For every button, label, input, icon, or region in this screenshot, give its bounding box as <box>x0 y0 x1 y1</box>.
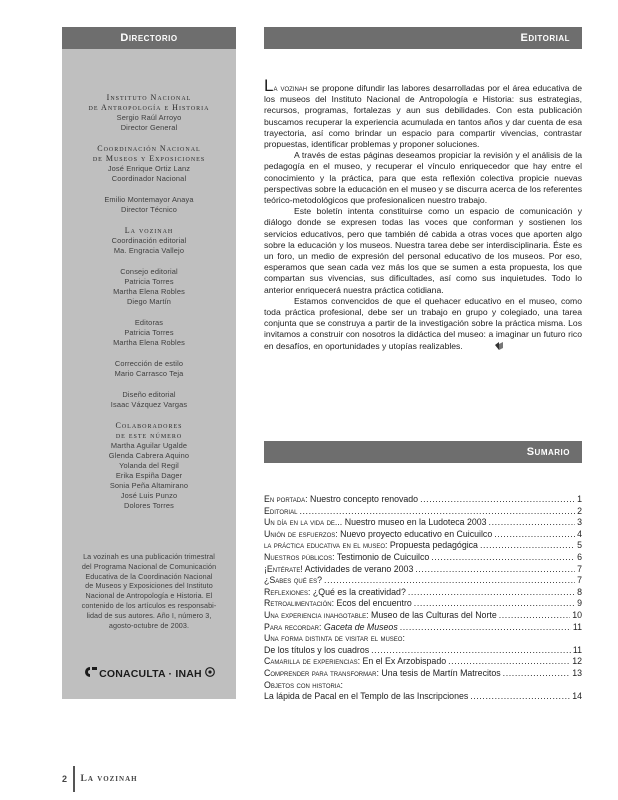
toc-leader-dots <box>324 575 575 587</box>
toc-page-number: 6 <box>577 551 582 562</box>
end-of-article-icon <box>465 342 473 350</box>
toc-page-number: 3 <box>577 517 582 528</box>
directory-group <box>70 359 228 379</box>
directory-column <box>62 27 236 699</box>
directory-group <box>70 267 228 307</box>
toc-section-heading: Una forma distinta de visitar el museo: <box>264 633 405 644</box>
toc-page-number: 11 <box>572 644 582 655</box>
directory-line: Mario Carrasco Teja <box>114 369 184 378</box>
editorial-paragraph: La vozinah se propone difundir las labores desarrolladas por el área educativa de los museos del Instituto Nacional de Antropología e Historia: sus estrategias, recursos, programas, fortalezas y aun sus debilidades. Con esta publicación buscamos recuperar la experiencia acumulada en tantos años y dar cuenta de esa trayectoria, así como brindar un espacio para compartir vivencias, contrastar propuestas, identificar problemas y proponer soluciones. <box>264 76 582 150</box>
toc-entry-label <box>264 691 468 703</box>
toc-title: La lápida de Pacal en el Templo de las Inscripciones <box>264 691 469 702</box>
toc-entry <box>264 656 582 668</box>
toc-leader-dots <box>499 610 570 622</box>
directory-group <box>70 318 228 348</box>
directory-line: José Enrique Ortiz Lanz <box>107 164 191 173</box>
toc-entry-label <box>264 506 297 518</box>
directory-group <box>70 226 228 256</box>
toc-entry-label <box>264 656 446 668</box>
publication-note-line: Nacional de Antropología e Historia. El <box>85 591 213 601</box>
toc-entry-label <box>264 529 492 541</box>
toc-entry-label <box>264 575 322 587</box>
toc-entry <box>264 610 582 622</box>
directory-line: Emilio Montemayor Anaya <box>104 195 194 204</box>
directory-line: Martha Elena Robles <box>113 338 185 347</box>
toc-section: Reflexiones: <box>264 586 311 597</box>
editorial-paragraph: Estamos convencidos de que el quehacer educativo en el museo, como toda práctica profesional, debe ser un trabajo en grupo y colegiado, una tarea conjunta que se construya a partir de la investigación sobre la práctica misma. Los invitamos a construir con nosotros la didáctica del museo: a imaginar un futuro rico en desafíos, en oportunidades y utopías realizables. <box>264 295 582 351</box>
directory-group <box>70 390 228 410</box>
footer-magazine-name: La vozinah <box>80 774 138 784</box>
toc-section: ¿Sabes qué es? <box>264 575 323 586</box>
logo-text: CONACULTA · INAH <box>99 668 202 680</box>
directory-line: Martha Elena Robles <box>113 287 185 296</box>
toc-entry <box>264 622 582 634</box>
toc-entry-label <box>264 540 478 552</box>
directory-line: Dolores Torres <box>123 501 175 510</box>
toc-entry-label <box>264 645 369 657</box>
directory-group <box>70 93 228 133</box>
toc-title: Ecos del encuentro <box>334 598 412 609</box>
toc-page-number: 14 <box>572 691 582 702</box>
toc-page-number: 9 <box>577 598 582 609</box>
magazine-name-inline: La vozinah <box>264 76 308 95</box>
directory-group-title: La vozinah <box>124 226 174 235</box>
directory-group-title: de Antropología e Historia <box>88 103 210 112</box>
toc-section: Una experiencia inahgotable: <box>264 609 369 620</box>
toc-page-number: 7 <box>577 563 582 574</box>
publication-note-line: lidad de sus autores. Año I, número 3, <box>86 610 212 620</box>
toc-title: Gaceta de Museos <box>321 621 398 632</box>
directory-line: Yolanda del Regil <box>119 461 179 470</box>
toc-section: la práctica educativa en el museo: <box>264 540 388 551</box>
publication-note-line: La vozinah es una publicación trimestral <box>83 552 215 561</box>
toc-page-number: 12 <box>572 656 582 667</box>
toc-entry <box>264 529 582 541</box>
toc-leader-dots <box>480 540 575 552</box>
toc-section: En portada: <box>264 494 308 504</box>
directory-group-title: Instituto Nacional <box>106 93 192 102</box>
publication-note-line: Educativa de la Coordinación Nacional <box>85 571 213 581</box>
toc-title: Testimonio de Cuicuilco <box>334 551 430 562</box>
conaculta-inah-logo <box>70 667 230 680</box>
toc-entry <box>264 540 582 552</box>
toc-leader-dots <box>371 645 571 657</box>
directory-line: Editoras <box>134 318 164 327</box>
toc-section: Nuestros públicos: <box>264 551 335 562</box>
directory-group-title: de este número <box>115 431 183 440</box>
toc-entry <box>264 598 582 610</box>
footer-divider <box>73 766 75 792</box>
toc-leader-dots <box>431 552 575 564</box>
inah-seal-icon <box>205 667 215 680</box>
toc-entry <box>264 587 582 599</box>
toc-entry-label <box>264 668 501 680</box>
toc-entry <box>264 668 582 680</box>
directory-group <box>70 144 228 184</box>
directory-line: Corrección de estilo <box>114 359 184 368</box>
toc-section: Unión de esfuerzos: <box>264 528 338 539</box>
toc-entry <box>264 552 582 564</box>
page-footer <box>62 765 138 793</box>
toc-entry-label <box>264 564 413 576</box>
toc-title: Propuesta pedagógica <box>387 540 478 551</box>
toc-title: Museo de las Culturas del Norte <box>368 609 497 620</box>
publication-note-line: agosto-octubre de 2003. <box>108 620 190 630</box>
toc-leader-dots <box>408 587 575 599</box>
directory-group-title: Coordinación Nacional <box>97 144 201 153</box>
toc-section: Retroalimentación: <box>264 598 335 609</box>
directory-header: Directorio <box>62 27 236 49</box>
toc-page-number: 1 <box>577 494 582 504</box>
directory-line: Glenda Cabrera Aquino <box>108 451 190 460</box>
toc-page-number: 7 <box>577 575 582 586</box>
toc-leader-dots <box>503 668 571 680</box>
toc-leader-dots <box>494 529 575 541</box>
sumario-header: Sumario <box>264 441 582 463</box>
page-number: 2 <box>62 774 68 784</box>
directory-line: Martha Aguilar Ugalde <box>110 441 188 450</box>
directory-line: Diego Martín <box>126 297 172 306</box>
toc-title: Nuestro concepto renovado <box>307 494 419 504</box>
toc-leader-dots <box>470 691 570 703</box>
directory-group <box>70 421 228 511</box>
toc-entry-label <box>264 494 418 506</box>
directory-line: Ma. Engracia Vallejo <box>113 246 185 255</box>
directory-line: Consejo editorial <box>120 267 178 276</box>
toc-page-number: 13 <box>572 667 582 678</box>
toc-leader-dots <box>415 564 575 576</box>
directory-line: Sonia Peña Altamirano <box>109 481 189 490</box>
directory-group-title: Colaboradores <box>115 421 183 430</box>
toc-entry <box>264 564 582 576</box>
toc-page-number: 11 <box>572 621 582 632</box>
directory-line: Isaac Vázquez Vargas <box>110 400 188 409</box>
editorial-text <box>264 76 582 352</box>
toc-entry <box>264 517 582 529</box>
toc-title: En el Ex Arzobispado <box>360 656 447 667</box>
toc-section-heading: Objetos con historia: <box>264 679 343 690</box>
directory-line: Patricia Torres <box>124 277 174 286</box>
toc-title: Una tesis de Martín Matrecitos <box>378 667 501 678</box>
toc-leader-dots <box>299 506 575 518</box>
directory-line: Sergio Raúl Arroyo <box>116 113 182 122</box>
toc-title: ¿Qué es la creatividad? <box>310 586 406 597</box>
directory-line: Diseño editorial <box>122 390 176 399</box>
toc-section: ¡Entérate! <box>264 563 303 574</box>
editorial-header: Editorial <box>264 27 582 49</box>
directory-line: Erika Espiña Dager <box>115 471 183 480</box>
toc-page-number: 10 <box>572 609 582 620</box>
toc-leader-dots <box>414 598 575 610</box>
toc-title: Nuevo proyecto educativo en Cuicuilco <box>337 528 493 539</box>
publication-note-line: del Programa Nacional de Comunicación <box>81 561 217 571</box>
toc-title: De los títulos y los cuadros <box>264 644 370 655</box>
publication-note-line: de Museos y Exposiciones del Instituto <box>85 581 213 591</box>
table-of-contents <box>264 494 582 703</box>
toc-leader-dots <box>400 622 571 634</box>
toc-section: Comprender para transformar: <box>264 667 379 678</box>
toc-entry-label <box>264 598 412 610</box>
directory-line: Coordinador Nacional <box>111 174 187 183</box>
conaculta-mark-icon <box>83 667 97 680</box>
toc-entry <box>264 494 582 506</box>
toc-entry-label <box>264 622 398 634</box>
toc-leader-dots <box>489 517 576 529</box>
toc-page-number: 2 <box>577 505 582 516</box>
directory-group-title: de Museos y Exposiciones <box>92 154 206 163</box>
toc-title: Actividades de verano 2003 <box>302 563 414 574</box>
toc-entry <box>264 575 582 587</box>
toc-entry <box>264 506 582 518</box>
directory-line: José Luis Punzo <box>120 491 178 500</box>
toc-title: Nuestro museo en la Ludoteca 2003 <box>342 517 487 528</box>
directory-line: Director General <box>120 123 178 132</box>
directory-group <box>70 195 228 215</box>
toc-leader-dots <box>448 656 570 668</box>
toc-leader-dots <box>420 494 575 506</box>
directory-line: Director Técnico <box>120 205 178 214</box>
toc-entry-label <box>264 587 406 599</box>
toc-section: Para recordar: <box>264 621 322 632</box>
editorial-paragraph: A través de estas páginas deseamos propiciar la revisión y el análisis de la pedagogía en el museo, y recuperar el vínculo enriquecedor que hay entre el conocimiento y la práctica, para que esta reflexión colectiva propicie nuevas perspectivas sobre la educación en el museo y se discurra acerca de los referentes teórico-metodológicos que profesionalicen nuestro trabajo. <box>264 150 582 206</box>
toc-section: Un día en la vida de... <box>264 517 343 528</box>
toc-page-number: 5 <box>577 540 582 551</box>
publication-note <box>70 552 228 630</box>
directory-line: Patricia Torres <box>124 328 174 337</box>
directory-line: Coordinación editorial <box>111 236 187 245</box>
toc-entry-label <box>264 610 497 622</box>
toc-page-number: 8 <box>577 586 582 597</box>
toc-entry-label <box>264 552 429 564</box>
toc-entry <box>264 645 582 657</box>
directory-list <box>62 49 236 511</box>
toc-section: Editorial <box>264 505 298 516</box>
editorial-paragraph: Este boletín intenta constituirse como un espacio de comunicación y diálogo donde se expresen todas las voces que conforman y sostienen los servicios educativos, pero que también dé cabida a otras voces que aporten algo sobre la educación y los museos. Nuestra tarea debe ser interdisciplinaria. Éste es un foro, un medio de expresión del personal educativo de los museos. Por eso, esperamos que sean cada vez más los que se sumen a esta propuesta, los que compartan sus vivencias, sus dificultades, así como sus inquietudes. Todo lo anterior enriquecerá nuestra práctica cotidiana. <box>264 206 582 295</box>
toc-section: Camarilla de experiencias: <box>264 656 361 667</box>
toc-entry <box>264 691 582 703</box>
publication-note-line: contenido de los artículos es responsabi- <box>81 600 217 610</box>
toc-page-number: 4 <box>577 528 582 539</box>
toc-entry-label <box>264 517 487 529</box>
